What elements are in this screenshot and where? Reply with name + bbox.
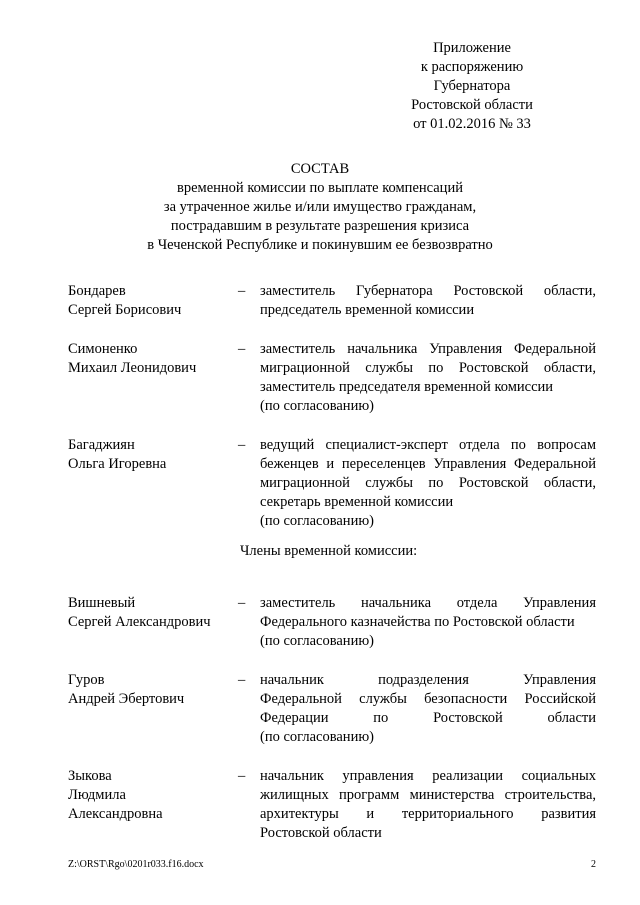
member-role: ведущий специалист-эксперт отдела по вопросам беженцев и переселенцев Управления Федеральной миграционной службы по Ростовской области, секретарь временной комиссии (по согласованию) bbox=[260, 437, 596, 529]
member-name: Зыкова Людмила Александровна bbox=[68, 768, 163, 822]
member-name: Гуров Андрей Эбертович bbox=[68, 672, 185, 707]
member-entry bbox=[68, 594, 596, 651]
page-number: 2 bbox=[591, 859, 596, 870]
title-line: пострадавшим в результате разрешения кризиса bbox=[170, 218, 470, 234]
dash-separator: – bbox=[238, 283, 246, 299]
file-path: Z:\ORST\Rgo\0201r033.f16.docx bbox=[68, 859, 204, 870]
member-role: заместитель начальника отдела Управления Федерального казначейства по Ростовской области (по согласованию) bbox=[260, 595, 596, 649]
document-title: СОСТАВ bbox=[290, 161, 350, 177]
member-role: заместитель Губернатора Ростовской области, председатель временной комиссии bbox=[260, 283, 596, 318]
appendix-line: к распоряжению bbox=[420, 59, 524, 75]
dash-separator: – bbox=[238, 672, 246, 688]
dash-separator: – bbox=[238, 595, 246, 611]
dash-separator: – bbox=[238, 341, 246, 357]
appendix-line: Приложение bbox=[433, 40, 511, 56]
page-footer bbox=[68, 855, 596, 874]
member-name: Вишневый Сергей Александрович bbox=[68, 595, 211, 630]
members-list bbox=[68, 594, 596, 843]
appendix-line: Губернатора bbox=[433, 78, 511, 94]
dash-separator: – bbox=[238, 768, 246, 784]
member-entry bbox=[68, 340, 596, 416]
member-entry bbox=[68, 436, 596, 531]
member-name: Симоненко Михаил Леонидович bbox=[68, 341, 197, 376]
member-role: заместитель начальника Управления Федеральной миграционной службы по Ростовской области, заместитель председателя временной комиссии (по согласованию) bbox=[260, 341, 596, 414]
appendix-line: от 01.02.2016 № 33 bbox=[413, 116, 531, 132]
member-role: начальник управления реализации социальных жилищных программ министерства строительства, архитектуры и территориального развития Ростовской области bbox=[260, 768, 596, 841]
members-heading: Члены временной комиссии: bbox=[240, 543, 418, 559]
title-line: в Чеченской Республике и покинувшим ее безвозвратно bbox=[147, 237, 493, 253]
title-line: за утраченное жилье и/или имущество гражданам, bbox=[163, 199, 477, 215]
member-entry bbox=[68, 767, 596, 843]
member-role: начальник подразделения Управления Федеральной службы безопасности Российской Федерации по Ростовской области (по согласованию) bbox=[260, 672, 596, 745]
appendix-block bbox=[382, 39, 562, 134]
dash-separator: – bbox=[238, 437, 246, 453]
title-line: временной комиссии по выплате компенсаций bbox=[177, 180, 463, 196]
leadership-list bbox=[68, 282, 596, 531]
member-entry bbox=[68, 671, 596, 747]
member-name: Багаджиян Ольга Игоревна bbox=[68, 437, 167, 472]
member-name: Бондарев Сергей Борисович bbox=[68, 283, 182, 318]
title-block bbox=[90, 160, 550, 255]
member-entry bbox=[68, 282, 596, 320]
appendix-line: Ростовской области bbox=[411, 97, 533, 113]
